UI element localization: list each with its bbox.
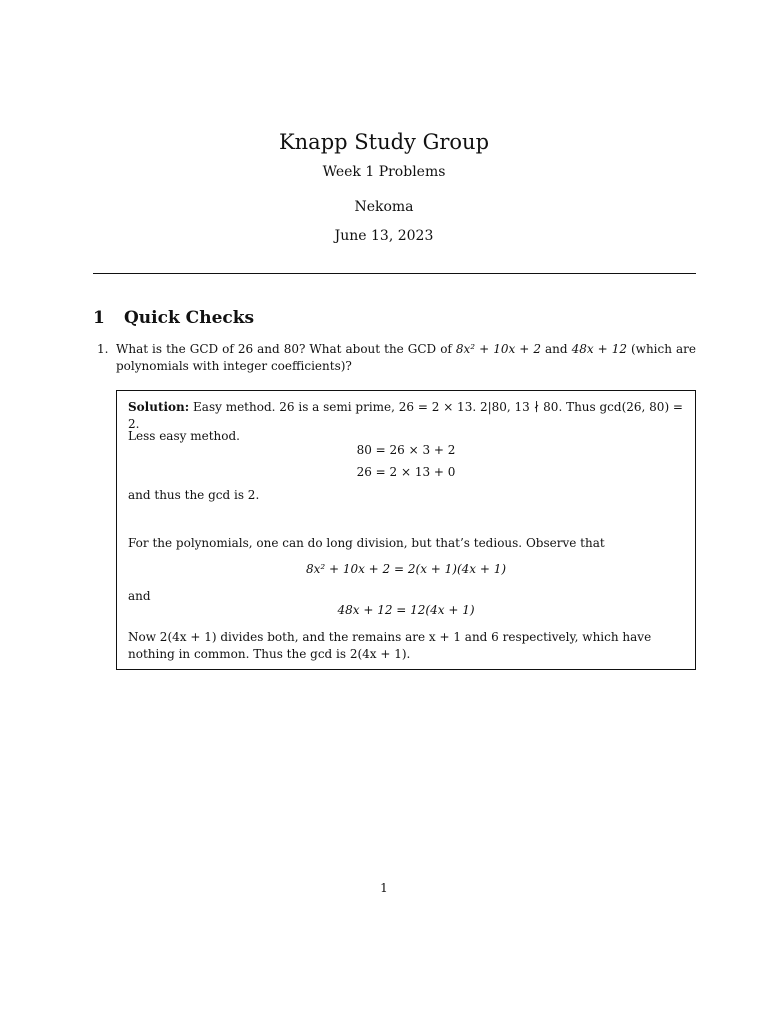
equation-2: 26 = 2 × 13 + 0 (356, 465, 456, 479)
equation-4: 48x + 12 = 12(4x + 1) (337, 603, 475, 617)
document-subtitle: Week 1 Problems (322, 164, 446, 180)
solution-line-3: and thus the gcd is 2. (128, 488, 260, 502)
document-title: Knapp Study Group (278, 130, 490, 154)
solution-line-2: Less easy method. (128, 429, 240, 443)
title-divider (93, 273, 696, 274)
problem-item (97, 341, 696, 375)
solution-line-4: For the polynomials, one can do long division, but that’s tedious. Observe that (128, 536, 605, 550)
solution-line-5: and (128, 589, 151, 603)
section-title: Quick Checks (124, 308, 255, 328)
problem-poly-1: 8x² + 10x + 2 (455, 342, 541, 356)
problem-text-mid: and (540, 342, 572, 356)
problem-poly-2: 48x + 12 (571, 342, 627, 356)
page-number: 1 (380, 881, 388, 895)
document-date: June 13, 2023 (334, 228, 434, 244)
equation-3: 8x² + 10x + 2 = 2(x + 1)(4x + 1) (305, 562, 507, 576)
solution-label: Solution: (128, 400, 190, 414)
document-author: Nekoma (354, 199, 414, 215)
problem-text-after: (which are polynomials with integer coefficients)? (116, 342, 696, 373)
solution-line-6: Now 2(4x + 1) divides both, and the remains are x + 1 and 6 respectively, which have nothing in common. Thus the gcd is 2(4x + 1). (128, 630, 652, 661)
section-number: 1 (93, 308, 105, 328)
section-heading (93, 308, 254, 328)
problem-text (116, 341, 696, 375)
solution-box (116, 390, 696, 670)
problem-marker: 1. (97, 342, 109, 356)
problem-text-before: What is the GCD of 26 and 80? What about the GCD of (116, 342, 456, 356)
equation-1: 80 = 26 × 3 + 2 (356, 443, 456, 457)
solution-easy-method: Easy method. 26 is a semi prime, 26 = 2 × 13. 2|80, 13 ∤ 80. Thus gcd(26, 80) = 2. (128, 400, 683, 431)
